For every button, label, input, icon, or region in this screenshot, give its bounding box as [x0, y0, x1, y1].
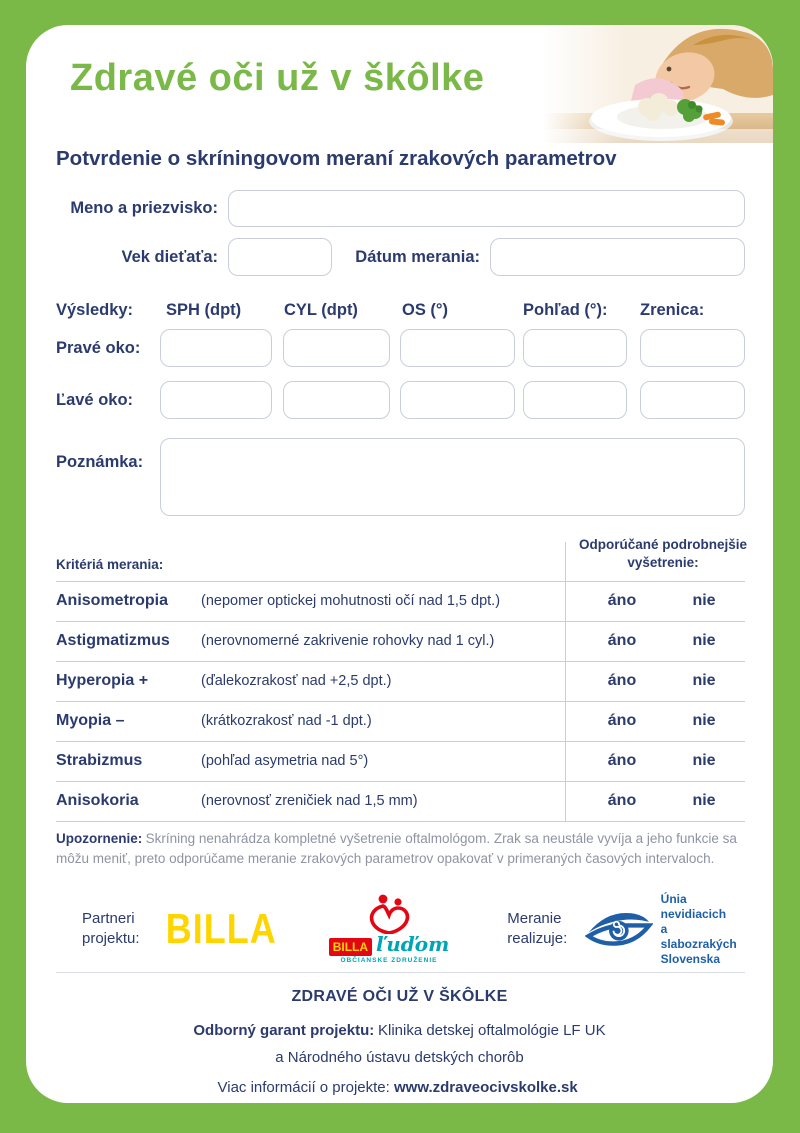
anisokoria-no-option[interactable]: nie [692, 792, 716, 809]
billa-ludom-logo [329, 894, 450, 964]
left-eye-sph-input[interactable] [160, 381, 272, 419]
results-col-sph: SPH (dpt) [166, 301, 242, 319]
results-col-os: OS (°) [402, 301, 449, 319]
billa-ludom-billa-text: BILLA [329, 938, 372, 956]
billa-ludom-ludom-text: ľuďom [376, 932, 450, 956]
child-eating-photo-illustration [543, 25, 773, 143]
criteria-name: Strabizmus [56, 752, 143, 769]
criteria-name: Myopia – [56, 712, 125, 729]
billa-ludom-subtitle: OBČIANSKE ZDRUŽENIE [340, 957, 438, 964]
left-eye-label: Ľavé oko: [56, 391, 134, 409]
unss-line2: a slabozrakých [660, 921, 737, 951]
footer-divider [56, 972, 745, 973]
anisometropia-yes-option[interactable]: áno [607, 592, 637, 609]
name-input[interactable] [228, 190, 745, 227]
criteria-header: Kritériá merania: [56, 557, 164, 572]
myopia-yes-option[interactable]: áno [607, 712, 637, 729]
page-subtitle: Potvrdenie o skríningovom meraní zrakových parametrov [56, 147, 617, 170]
partners-label: Partneri projektu: [82, 909, 140, 947]
right-eye-zrenica-input[interactable] [640, 329, 745, 367]
criteria-name: Anisokoria [56, 792, 139, 809]
left-eye-os-input[interactable] [400, 381, 515, 419]
criteria-row-myopia [56, 701, 745, 741]
date-input[interactable] [490, 238, 745, 276]
results-header: Výsledky: [56, 301, 134, 319]
right-eye-os-input[interactable] [400, 329, 515, 367]
right-eye-sph-input[interactable] [160, 329, 272, 367]
note-label: Poznámka: [56, 453, 144, 471]
right-eye-label: Pravé oko: [56, 339, 141, 357]
footer-garant-line2: a Národného ústavu detských chorôb [275, 1049, 524, 1066]
date-label: Dátum merania: [355, 248, 480, 266]
page-title: Zdravé oči už v škôlke [70, 57, 485, 99]
criteria-description: (nepomer optickej mohutnosti očí nad 1,5 dpt.) [201, 593, 501, 609]
footer-info-line [26, 1079, 773, 1096]
criteria-row-astigmatizmus [56, 621, 745, 661]
unss-eye-icon [585, 903, 653, 955]
astigmatizmus-no-option[interactable]: nie [692, 632, 716, 649]
anisokoria-yes-option[interactable]: áno [607, 792, 637, 809]
criteria-name: Anisometropia [56, 592, 169, 609]
age-label: Vek dieťaťa: [121, 248, 218, 266]
note-input[interactable] [160, 438, 745, 516]
hyperopia-yes-option[interactable]: áno [607, 672, 637, 689]
left-eye-pohlad-input[interactable] [523, 381, 627, 419]
warning-body: Skríning nenahrádza kompletné vyšetrenie oftalmológom. Zrak sa neustále vyvíja a jeho funkcie sa môžu meniť, preto odporúčame meranie zrakových parametrov opakovať v primeraných časových intervaloch. [56, 831, 737, 867]
footer-garant-text: Klinika detskej oftalmológie LF UK [377, 1022, 606, 1039]
footer-website-link[interactable]: www.zdraveocivskolke.sk [394, 1079, 578, 1096]
results-col-zrenica: Zrenica: [640, 301, 705, 319]
billa-ludom-heart-icon [365, 894, 413, 934]
criteria-row-hyperopia [56, 661, 745, 701]
results-col-cyl: CYL (dpt) [284, 301, 358, 319]
criteria-description: (nerovnosť zreničiek nad 1,5 mm) [201, 793, 418, 809]
criteria-row-anisometropia [56, 581, 745, 621]
criteria-name: Hyperopia + [56, 672, 149, 689]
right-eye-cyl-input[interactable] [283, 329, 390, 367]
strabizmus-yes-option[interactable]: áno [607, 752, 637, 769]
astigmatizmus-yes-option[interactable]: áno [607, 632, 637, 649]
criteria-description: (nerovnomerné zakrivenie rohovky nad 1 cyl.) [201, 633, 495, 649]
footer-info-label: Viac informácií o projekte: [217, 1079, 390, 1096]
left-eye-cyl-input[interactable] [283, 381, 390, 419]
criteria-divider [56, 821, 745, 822]
warning-text [56, 829, 748, 870]
myopia-no-option[interactable]: nie [692, 712, 716, 729]
footer-title: ZDRAVÉ OČI UŽ V ŠKÔLKE [291, 988, 508, 1005]
criteria-recommendation-header: Odporúčané podrobnejšie vyšetrenie: [578, 537, 748, 571]
unss-text [661, 892, 745, 967]
footer-garant-line [26, 1022, 773, 1039]
criteria-row-strabizmus [56, 741, 745, 781]
right-eye-pohlad-input[interactable] [523, 329, 627, 367]
warning-label: Upozornenie: [56, 831, 143, 846]
unss-logo [585, 892, 745, 967]
results-col-pohlad: Pohľad (°): [523, 301, 608, 319]
criteria-description: (ďalekozrakosť nad +2,5 dpt.) [201, 673, 392, 689]
partners-row [82, 893, 745, 965]
age-input[interactable] [228, 238, 332, 276]
criteria-description: (krátkozrakosť nad -1 dpt.) [201, 713, 372, 729]
unss-line1: Únia nevidiacich [660, 891, 727, 921]
billa-logo: BILLA [165, 904, 277, 952]
left-eye-zrenica-input[interactable] [640, 381, 745, 419]
child-eating-photo [543, 25, 773, 143]
form-card [26, 25, 773, 1103]
criteria-row-anisokoria [56, 781, 745, 821]
criteria-description: (pohľad asymetria nad 5°) [201, 753, 369, 769]
measure-label: Meranie realizuje: [507, 909, 568, 947]
name-label: Meno a priezvisko: [70, 199, 218, 217]
anisometropia-no-option[interactable]: nie [692, 592, 716, 609]
criteria-name: Astigmatizmus [56, 632, 170, 649]
hyperopia-no-option[interactable]: nie [692, 672, 716, 689]
footer-garant-label: Odborný garant projektu: [193, 1022, 375, 1039]
strabizmus-no-option[interactable]: nie [692, 752, 716, 769]
unss-line3: Slovenska [660, 951, 721, 966]
